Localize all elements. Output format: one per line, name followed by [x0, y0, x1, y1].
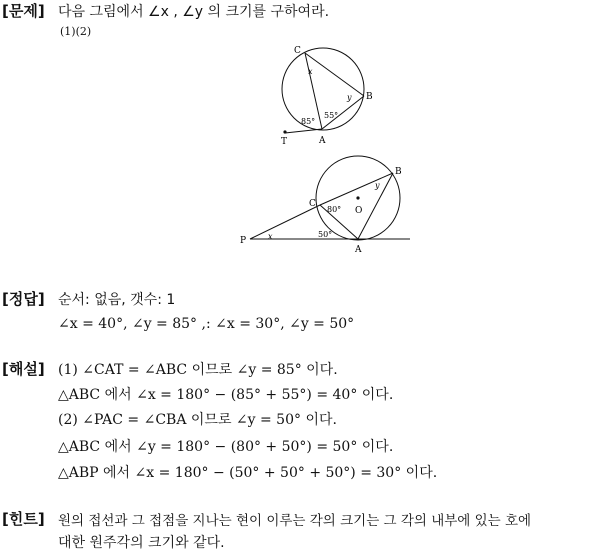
- figure-2-label-p: P: [240, 236, 247, 246]
- figure-2-angle-y: y: [375, 181, 380, 190]
- figure-2-angle-80: 80°: [327, 205, 342, 214]
- figure-2-angle-x: x: [268, 232, 273, 241]
- figure-1-label-c: C: [294, 46, 301, 56]
- figure-1-label-t: T: [281, 137, 288, 147]
- figure-2-center-dot: [356, 196, 359, 199]
- figure-1-label-b: B: [366, 92, 373, 102]
- figure-2-angle-50: 50°: [318, 230, 333, 239]
- problem-tag: [문제]: [2, 2, 45, 20]
- figure-1-tangent: [285, 129, 322, 133]
- solution-line-5: △ABP 에서 ∠x = 180° − (50° + 50° + 50°) = 30° 이다.: [58, 465, 438, 481]
- figure-2-label-a: A: [355, 245, 362, 255]
- figure-1-diagram: [270, 42, 400, 150]
- figure-1-angle-85: 85°: [301, 117, 316, 126]
- hint-line-2: 대한 원주각의 크기와 같다.: [58, 535, 225, 551]
- problem-subparts: (1)(2): [60, 25, 92, 38]
- solution-line-4: △ABC 에서 ∠y = 180° − (80° + 50°) = 50° 이다.: [58, 439, 394, 455]
- solution-line-2: △ABC 에서 ∠x = 180° − (85° + 55°) = 40° 이다.: [58, 387, 394, 403]
- figure-2-label-b: B: [395, 167, 402, 177]
- figure-1-side-cb: [305, 53, 364, 96]
- figure-1-circle: [282, 48, 364, 130]
- figure-2-label-o: O: [355, 206, 363, 216]
- problem-text: 다음 그림에서 ∠x , ∠y 의 크기를 구하여라.: [58, 4, 330, 20]
- answer-line-2: ∠x = 40°, ∠y = 85° ,: ∠x = 30°, ∠y = 50°: [58, 316, 355, 332]
- figure-2-diagram: [230, 155, 415, 257]
- figure-1-point-t: [283, 130, 286, 133]
- figure-1-angle-y: y: [347, 93, 352, 102]
- solution-line-1: (1) ∠CAT = ∠ABC 이므로 ∠y = 85° 이다.: [58, 362, 338, 378]
- solution-tag: [해설]: [2, 360, 45, 378]
- solution-line-3: (2) ∠PAC = ∠CBA 이므로 ∠y = 50° 이다.: [58, 412, 337, 428]
- figure-2-chord-cb: [320, 173, 393, 205]
- figure-1-angle-55: 55°: [324, 111, 339, 120]
- figure-1-angle-x: x: [308, 67, 313, 76]
- hint-line-1: 원의 접선과 그 접점을 지나는 현이 이루는 각의 크기는 그 각의 내부에 있는 호에: [58, 513, 532, 529]
- figure-2-secant-pc: [250, 205, 320, 239]
- answer-tag: [정답]: [2, 290, 45, 308]
- answer-line-1: 순서: 없음, 갯수: 1: [58, 292, 176, 308]
- figure-2-label-c: C: [309, 199, 316, 209]
- hint-tag: [힌트]: [2, 510, 45, 528]
- figure-1-label-a: A: [319, 136, 326, 146]
